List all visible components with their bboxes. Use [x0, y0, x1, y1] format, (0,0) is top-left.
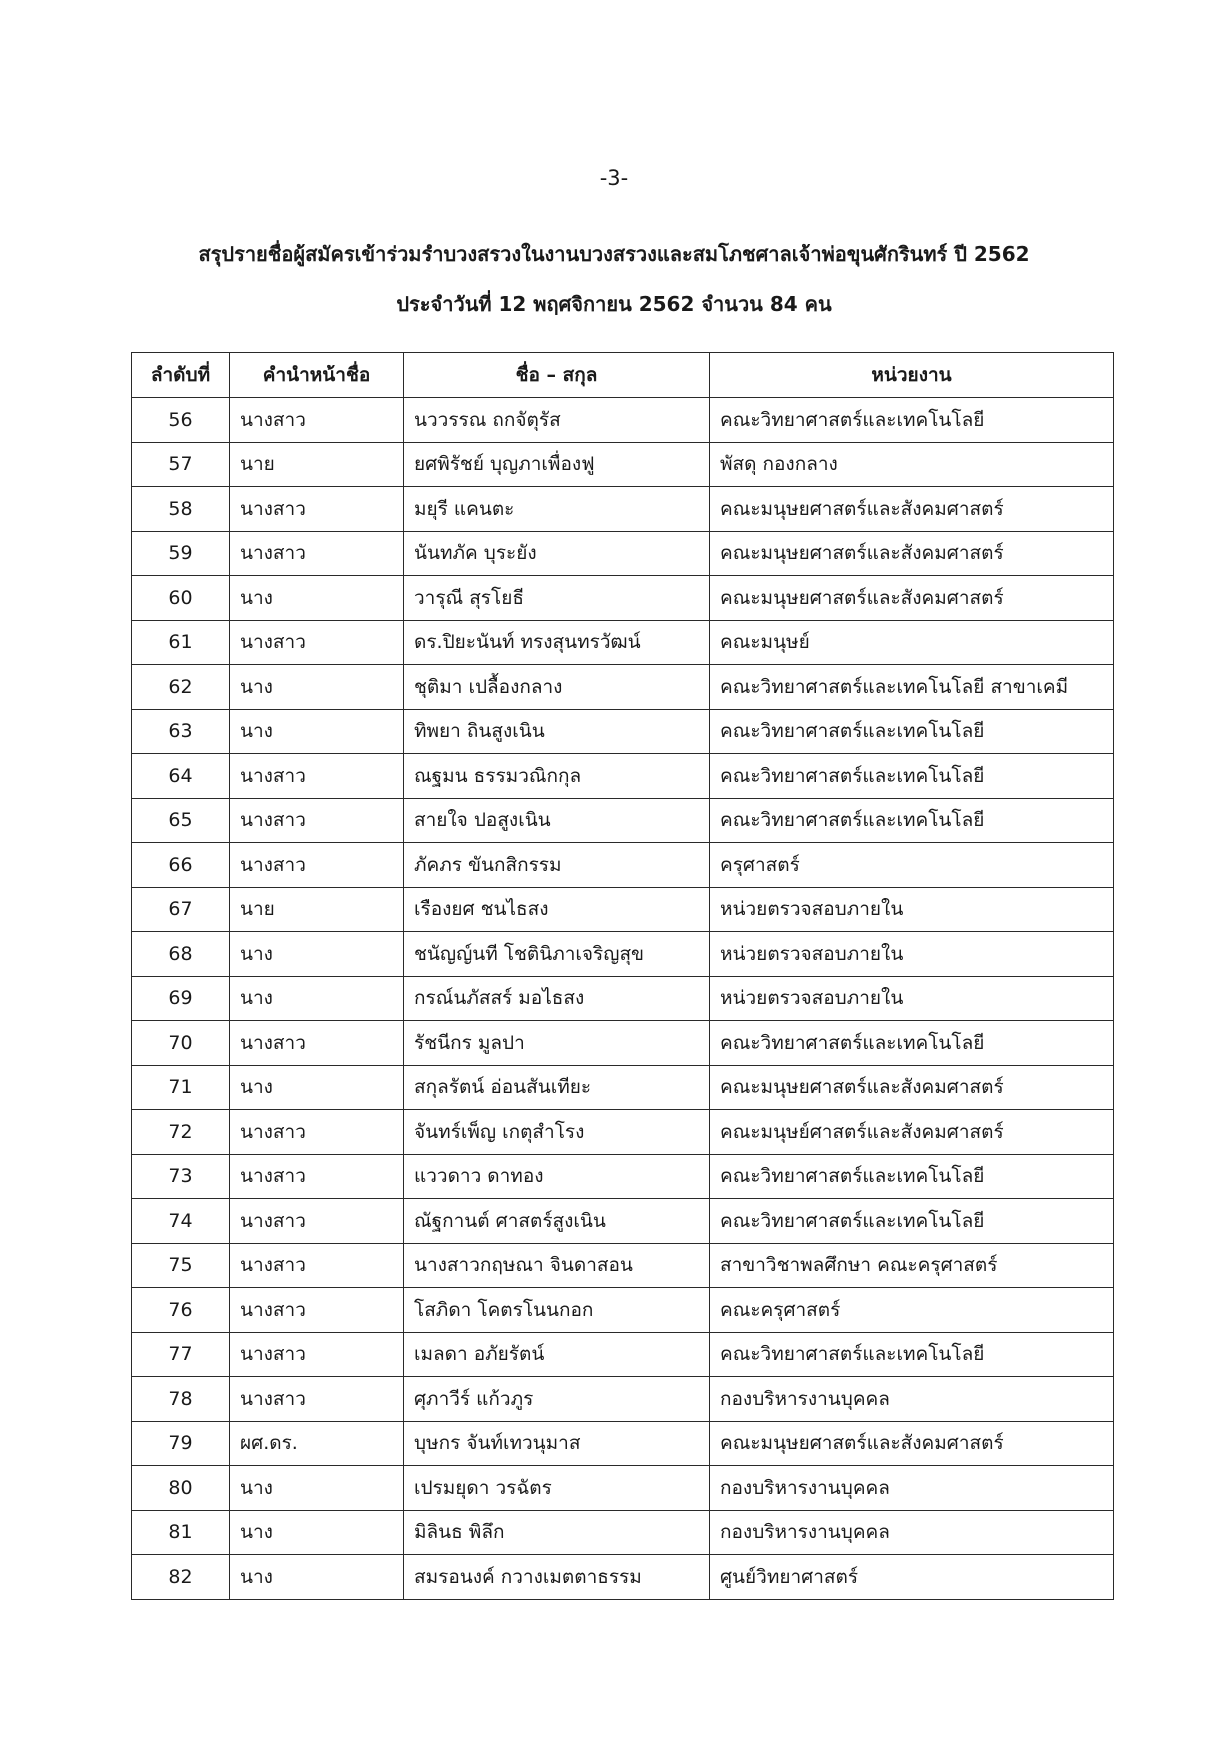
- cell-name: เปรมยุดา วรฉัตร: [404, 1466, 710, 1511]
- cell-prefix: นางสาว: [230, 1154, 404, 1199]
- cell-number: 73: [132, 1154, 230, 1199]
- cell-number: 56: [132, 398, 230, 443]
- cell-unit: คณะครุศาสตร์: [710, 1288, 1114, 1333]
- header-unit: หน่วยงาน: [710, 353, 1114, 398]
- cell-prefix: นางสาว: [230, 1243, 404, 1288]
- cell-name: โสภิดา โคตรโนนกอก: [404, 1288, 710, 1333]
- cell-unit: คณะวิทยาศาสตร์และเทคโนโลยี: [710, 1199, 1114, 1244]
- cell-prefix: นาง: [230, 1510, 404, 1555]
- header-name: ชื่อ – สกุล: [404, 353, 710, 398]
- table-row: [132, 1466, 1114, 1511]
- table-row: [132, 1243, 1114, 1288]
- table-row: [132, 665, 1114, 710]
- table-row: [132, 398, 1114, 443]
- cell-unit: กองบริหารงานบุคคล: [710, 1466, 1114, 1511]
- table-row: [132, 798, 1114, 843]
- table-row: [132, 1510, 1114, 1555]
- cell-name: ชนัญญ์นที โชตินิภาเจริญสุข: [404, 932, 710, 977]
- cell-name: เมลดา อภัยรัตน์: [404, 1332, 710, 1377]
- table-row: [132, 887, 1114, 932]
- table-row: [132, 620, 1114, 665]
- cell-number: 67: [132, 887, 230, 932]
- table-row: [132, 487, 1114, 532]
- cell-number: 68: [132, 932, 230, 977]
- cell-prefix: นาง: [230, 665, 404, 710]
- cell-number: 62: [132, 665, 230, 710]
- table-row: [132, 976, 1114, 1021]
- cell-prefix: นางสาว: [230, 798, 404, 843]
- cell-name: ภัคภร ขันกสิกรรม: [404, 843, 710, 888]
- cell-number: 76: [132, 1288, 230, 1333]
- cell-unit: กองบริหารงานบุคคล: [710, 1510, 1114, 1555]
- cell-prefix: นาง: [230, 1065, 404, 1110]
- cell-number: 78: [132, 1377, 230, 1422]
- cell-name: กรณ์นภัสสร์ มอไธสง: [404, 976, 710, 1021]
- cell-number: 74: [132, 1199, 230, 1244]
- cell-name: สายใจ ปอสูงเนิน: [404, 798, 710, 843]
- cell-prefix: นาง: [230, 576, 404, 621]
- cell-number: 58: [132, 487, 230, 532]
- cell-unit: พัสดุ กองกลาง: [710, 442, 1114, 487]
- cell-unit: สาขาวิชาพลศึกษา คณะครุศาสตร์: [710, 1243, 1114, 1288]
- table-row: [132, 709, 1114, 754]
- cell-prefix: นางสาว: [230, 843, 404, 888]
- cell-unit: คณะมนุษยศาสตร์และสังคมศาสตร์: [710, 531, 1114, 576]
- cell-unit: คณะมนุษยศาสตร์และสังคมศาสตร์: [710, 1421, 1114, 1466]
- cell-name: มิลินธ พิลึก: [404, 1510, 710, 1555]
- table-row: [132, 576, 1114, 621]
- cell-number: 70: [132, 1021, 230, 1066]
- cell-prefix: นางสาว: [230, 1288, 404, 1333]
- cell-name: นางสาวกฤษณา จินดาสอน: [404, 1243, 710, 1288]
- cell-unit: หน่วยตรวจสอบภายใน: [710, 932, 1114, 977]
- table-header-row: [132, 353, 1114, 398]
- table-row: [132, 1555, 1114, 1600]
- header-number: ลำดับที่: [132, 353, 230, 398]
- cell-name: ศุภาวีร์ แก้วภูร: [404, 1377, 710, 1422]
- table-row: [132, 1421, 1114, 1466]
- cell-name: ชุติมา เปลื้องกลาง: [404, 665, 710, 710]
- cell-prefix: นางสาว: [230, 1110, 404, 1155]
- table-body: [132, 398, 1114, 1600]
- cell-number: 60: [132, 576, 230, 621]
- cell-unit: คณะวิทยาศาสตร์และเทคโนโลยี: [710, 1154, 1114, 1199]
- cell-unit: คณะมนุษยศาสตร์และสังคมศาสตร์: [710, 487, 1114, 532]
- cell-number: 69: [132, 976, 230, 1021]
- cell-number: 64: [132, 754, 230, 799]
- cell-number: 80: [132, 1466, 230, 1511]
- table-row: [132, 1021, 1114, 1066]
- cell-name: ณฐมน ธรรมวณิกกุล: [404, 754, 710, 799]
- cell-unit: คณะวิทยาศาสตร์และเทคโนโลยี: [710, 798, 1114, 843]
- cell-unit: คณะวิทยาศาสตร์และเทคโนโลยี: [710, 754, 1114, 799]
- cell-prefix: นางสาว: [230, 1332, 404, 1377]
- cell-prefix: นางสาว: [230, 620, 404, 665]
- cell-number: 59: [132, 531, 230, 576]
- cell-name: ดร.ปิยะนันท์ ทรงสุนทรวัฒน์: [404, 620, 710, 665]
- cell-number: 79: [132, 1421, 230, 1466]
- document-subtitle: ประจำวันที่ 12 พฤศจิกายน 2562 จำนวน 84 คน: [396, 292, 832, 316]
- cell-name: แววดาว ดาทอง: [404, 1154, 710, 1199]
- table-row: [132, 1110, 1114, 1155]
- table-row: [132, 1065, 1114, 1110]
- cell-number: 77: [132, 1332, 230, 1377]
- cell-prefix: ผศ.ดร.: [230, 1421, 404, 1466]
- cell-name: รัชนีกร มูลปา: [404, 1021, 710, 1066]
- cell-unit: คณะมนุษย์: [710, 620, 1114, 665]
- header-prefix: คำนำหน้าชื่อ: [230, 353, 404, 398]
- cell-prefix: นาง: [230, 976, 404, 1021]
- cell-name: จันทร์เพ็ญ เกตุสำโรง: [404, 1110, 710, 1155]
- document-title: สรุปรายชื่อผู้สมัครเข้าร่วมรำบวงสรวงในงานบวงสรวงและสมโภชศาลเจ้าพ่อขุนศักรินทร์ ปี 2562: [198, 242, 1030, 266]
- cell-unit: ศูนย์วิทยาศาสตร์: [710, 1555, 1114, 1600]
- cell-prefix: นางสาว: [230, 1377, 404, 1422]
- cell-name: ยศพิรัชย์ บุญภาเพื่องฟู: [404, 442, 710, 487]
- cell-prefix: นาง: [230, 709, 404, 754]
- cell-prefix: นาง: [230, 932, 404, 977]
- cell-number: 75: [132, 1243, 230, 1288]
- cell-prefix: นางสาว: [230, 754, 404, 799]
- cell-name: ณัฐกานต์ ศาสตร์สูงเนิน: [404, 1199, 710, 1244]
- cell-name: สมรอนงค์ กวางเมตตาธรรม: [404, 1555, 710, 1600]
- page-number: -3-: [599, 166, 629, 190]
- cell-prefix: นางสาว: [230, 398, 404, 443]
- cell-number: 81: [132, 1510, 230, 1555]
- cell-number: 61: [132, 620, 230, 665]
- table-row: [132, 1199, 1114, 1244]
- table-row: [132, 1377, 1114, 1422]
- cell-unit: คณะวิทยาศาสตร์และเทคโนโลยี: [710, 1021, 1114, 1066]
- participant-table: [131, 352, 1114, 1600]
- cell-name: นันทภัค บุระยัง: [404, 531, 710, 576]
- cell-number: 71: [132, 1065, 230, 1110]
- cell-prefix: นาง: [230, 1555, 404, 1600]
- cell-unit: คณะวิทยาศาสตร์และเทคโนโลยี: [710, 1332, 1114, 1377]
- table-row: [132, 1288, 1114, 1333]
- cell-unit: หน่วยตรวจสอบภายใน: [710, 887, 1114, 932]
- cell-unit: คณะมนุษย์ศาสตร์และสังคมศาสตร์: [710, 1110, 1114, 1155]
- table-row: [132, 531, 1114, 576]
- cell-unit: ครุศาสตร์: [710, 843, 1114, 888]
- table-row: [132, 1332, 1114, 1377]
- cell-unit: คณะวิทยาศาสตร์และเทคโนโลยี สาขาเคมี: [710, 665, 1114, 710]
- cell-prefix: นางสาว: [230, 1021, 404, 1066]
- cell-name: วารุณี สุรโยธี: [404, 576, 710, 621]
- cell-unit: กองบริหารงานบุคคล: [710, 1377, 1114, 1422]
- table-row: [132, 932, 1114, 977]
- table-row: [132, 754, 1114, 799]
- table-row: [132, 442, 1114, 487]
- cell-number: 63: [132, 709, 230, 754]
- cell-number: 57: [132, 442, 230, 487]
- cell-unit: คณะวิทยาศาสตร์และเทคโนโลยี: [710, 709, 1114, 754]
- cell-name: นววรรณ ถกจัตุรัส: [404, 398, 710, 443]
- cell-unit: คณะมนุษยศาสตร์และสังคมศาสตร์: [710, 576, 1114, 621]
- cell-unit: คณะมนุษยศาสตร์และสังคมศาสตร์: [710, 1065, 1114, 1110]
- cell-name: มยุรี แคนตะ: [404, 487, 710, 532]
- cell-unit: หน่วยตรวจสอบภายใน: [710, 976, 1114, 1021]
- cell-number: 66: [132, 843, 230, 888]
- cell-name: บุษกร จันท์เทวนุมาส: [404, 1421, 710, 1466]
- cell-prefix: นางสาว: [230, 487, 404, 532]
- cell-prefix: นาย: [230, 442, 404, 487]
- cell-name: ทิพยา ถินสูงเนิน: [404, 709, 710, 754]
- cell-prefix: นางสาว: [230, 1199, 404, 1244]
- cell-prefix: นางสาว: [230, 531, 404, 576]
- cell-name: สกุลรัตน์ อ่อนสันเทียะ: [404, 1065, 710, 1110]
- cell-unit: คณะวิทยาศาสตร์และเทคโนโลยี: [710, 398, 1114, 443]
- cell-prefix: นาย: [230, 887, 404, 932]
- table-row: [132, 1154, 1114, 1199]
- table-row: [132, 843, 1114, 888]
- cell-number: 65: [132, 798, 230, 843]
- cell-prefix: นาง: [230, 1466, 404, 1511]
- cell-number: 72: [132, 1110, 230, 1155]
- cell-name: เรืองยศ ชนไธสง: [404, 887, 710, 932]
- cell-number: 82: [132, 1555, 230, 1600]
